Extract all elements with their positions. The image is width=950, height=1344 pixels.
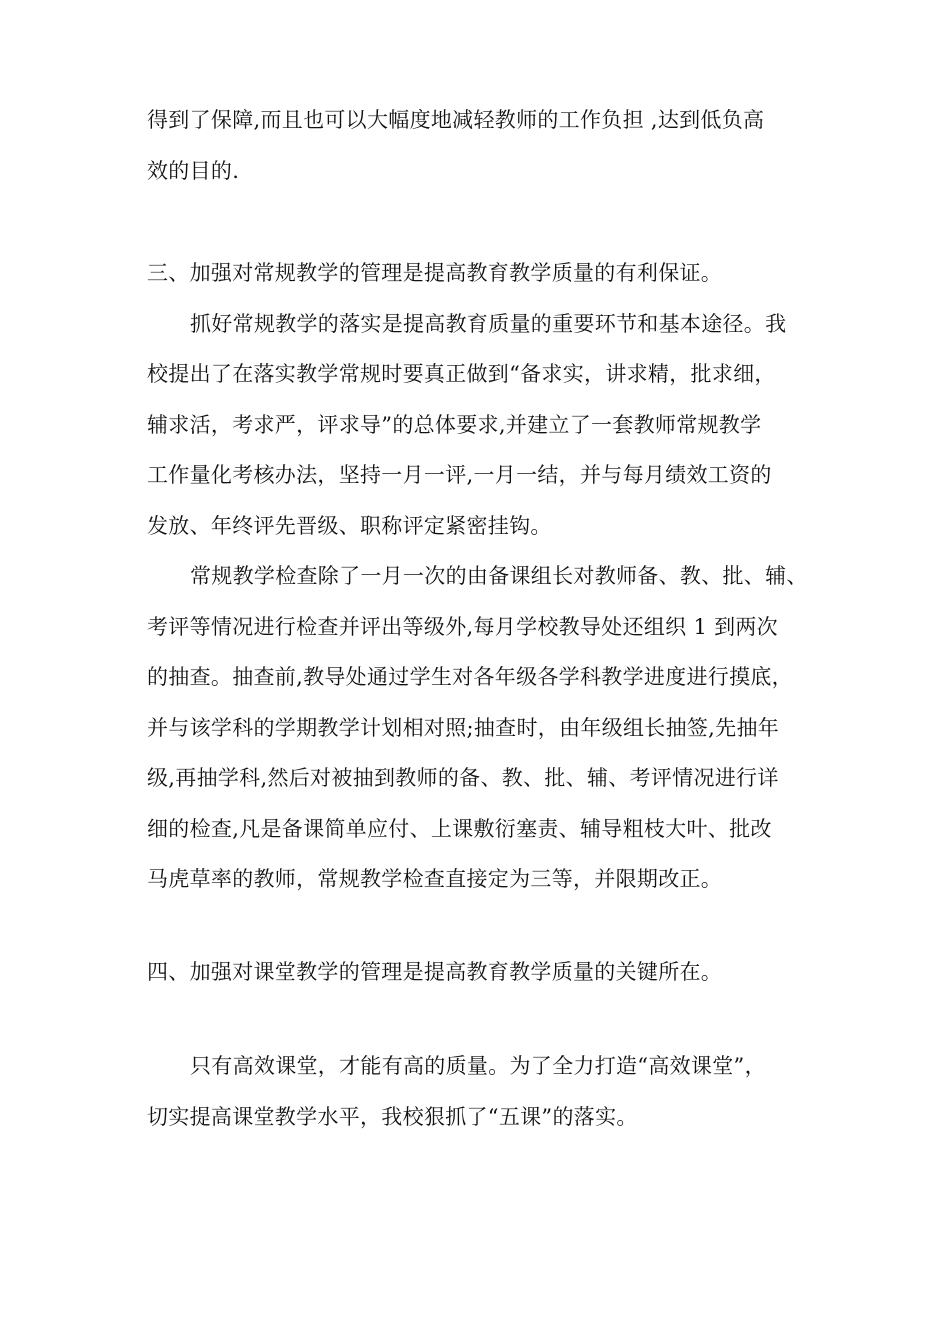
paragraph-line: 考评等情况进行检查并评出等级外,每月学校教导处还组织 1 到两次 — [147, 615, 778, 639]
paragraph-line: 常规教学检查除了一月一次的由备课组长对教师备、教、批、辅、 — [190, 564, 808, 588]
paragraph-line: 并与该学科的学期教学计划相对照;抽查时，由年级组长抽签,先抽年 — [147, 716, 780, 740]
paragraph-line: 级,再抽学科,然后对被抽到教师的备、教、批、辅、考评情况进行详 — [147, 766, 779, 790]
paragraph-line: 的抽查。抽查前,教导处通过学生对各年级各学科教学进度进行摸底， — [147, 665, 793, 689]
section-heading: 三、加强对常规教学的管理是提高教育教学质量的有利保证。 — [147, 261, 723, 285]
paragraph-line: 只有高效课堂，才能有高的质量。为了全力打造“高效课堂”， — [190, 1054, 766, 1078]
paragraph-line: 马虎草率的教师，常规教学检查直接定为三等，并限期改正。 — [147, 867, 723, 891]
paragraph-line: 得到了保障,而且也可以大幅度地减轻教师的工作负担 ,达到低负高 — [147, 108, 765, 132]
paragraph-line: 细的检查,凡是备课简单应付、上课敷衍塞责、辅导粗枝大叶、批改 — [147, 817, 772, 841]
paragraph-line: 辅求活，考求严，评求导”的总体要求,并建立了一套教师常规教学 — [147, 413, 762, 437]
paragraph-line: 工作量化考核办法，坚持一月一评,一月一结，并与每月绩效工资的 — [147, 463, 772, 487]
paragraph-line: 发放、年终评先晋级、职称评定紧密挂钩。 — [147, 514, 552, 538]
paragraph-line: 抓好常规教学的落实是提高教育质量的重要环节和基本途径。我 — [190, 312, 787, 336]
paragraph-line: 切实提高课堂教学水平，我校狠抓了“五课”的落实。 — [147, 1105, 638, 1129]
paragraph-line: 效的目的. — [147, 159, 240, 183]
paragraph-line: 校提出了在落实教学常规时要真正做到“备求实，讲求精，批求细， — [147, 362, 776, 386]
section-heading: 四、加强对课堂教学的管理是提高教育教学质量的关键所在。 — [147, 960, 723, 984]
